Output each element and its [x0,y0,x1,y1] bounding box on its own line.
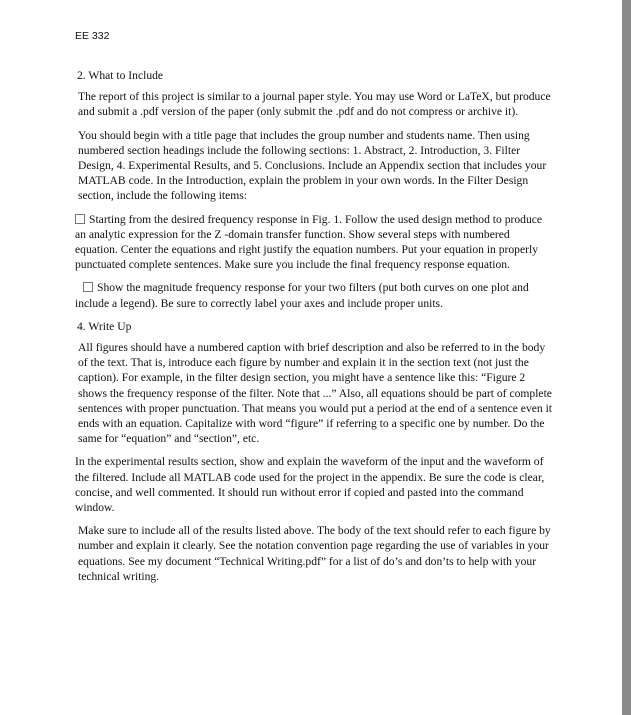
list-item-text: Starting from the desired frequency response in Fig. 1. Follow the used design method to produce an analytic expression for the Z -domain transfer function. Show several steps with numbered equation. Center the equations and right justify the equation numbers. Put your equation in properly punctuated complete sentences. Make sure you include the final frequency response equation. [75,212,543,272]
page-content [75,68,555,592]
list-item-filter-design [75,212,555,273]
list-item-frequency-response [75,280,555,310]
paragraph-final-notes: Make sure to include all of the results listed above. The body of the text should refer to each figure by number and explain it clearly. See the notation convention page regarding the use of variables in your equations. See my document “Technical Writing.pdf” for a list of do’s and don’ts to help with your technical writing. [78,524,551,583]
checkbox-icon [75,214,85,224]
paragraph-experimental-results: In the experimental results section, show and explain the waveform of the input and the waveform of the filtered. Include all MATLAB code used for the project in the appendix. Be sure the code is clear, concise, and well commented. It should run without error if copied and pasted into the command window. [75,455,545,515]
section-heading-what-to-include: 2. What to Include [77,69,164,82]
list-item-text: Show the magnitude frequency response for your two filters (put both curves on one plot and include a legend). Be sure to correctly label your axes and include proper units. [75,281,529,310]
page-header: EE 332 [75,30,110,42]
section-heading-write-up: 4. Write Up [77,319,132,333]
paragraph-sections: You should begin with a title page that includes the group number and students name. Then using numbered section headings include the following sections: 1. Abstract, 2. Introduction, 3. Filter Design, 4. Experimental Results, and 5. Conclusions. Include an Appendix section that includes your MATLAB code. In the Introduction, explain the problem in your own words. In the Filter Design section, include the following items: [78,128,547,203]
paragraph-figures: All figures should have a numbered caption with brief description and also be referred to in the body of the text. That is, introduce each figure by number and explain it in the section text (not just the caption). For example, in the filter design section, you might have a sentence like this: “Figure 2 shows the frequency response of the filter. Note that ...” Also, all equations should be part of complete sentences with proper punctuation. That means you would put a period at the end of a sentence even it ends with an equation. Capitalize with word “figure” if referring to a specific one by number. Do the same for “equation” and “section”, etc. [78,341,553,446]
checkbox-icon [83,282,93,292]
scrollbar[interactable] [622,0,631,715]
paragraph-report-format: The report of this project is similar to a journal paper style. You may use Word or LaTeX, but produce and submit a .pdf version of the paper (only submit the .pdf and do not compress or archive it). [78,90,551,119]
